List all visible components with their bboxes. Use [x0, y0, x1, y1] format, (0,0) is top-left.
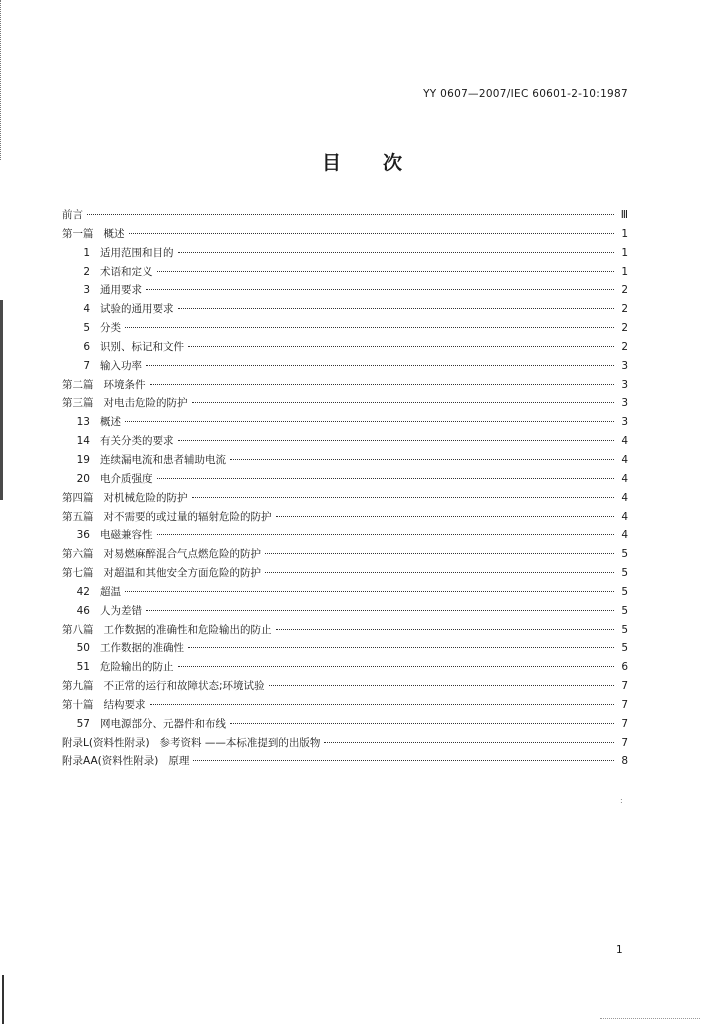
- toc-entry-number: 20: [76, 472, 90, 485]
- toc-entry[interactable]: [62, 734, 628, 753]
- dot-leader: [157, 271, 615, 272]
- toc-entry-label: 适用范围和目的: [100, 246, 174, 259]
- title-char: 次: [383, 152, 403, 174]
- toc-entry[interactable]: [62, 225, 628, 244]
- toc-entry[interactable]: [62, 752, 628, 771]
- toc-entry-page: 5: [621, 604, 628, 617]
- dot-leader: [276, 516, 615, 517]
- dot-leader: [178, 440, 615, 441]
- toc-entry-page: 6: [621, 661, 628, 674]
- toc-entry-label: 术语和定义: [100, 265, 153, 278]
- toc-entry-label: 连续漏电流和患者辅助电流: [100, 453, 226, 466]
- toc-entry[interactable]: [62, 658, 628, 677]
- scan-edge-mark: [0, 0, 5, 160]
- dot-leader: [265, 553, 614, 554]
- toc-entry-label: 识别、标记和文件: [100, 340, 184, 353]
- toc-entry[interactable]: [62, 677, 628, 696]
- dot-leader: [87, 214, 614, 215]
- toc-entry-page: 1: [621, 265, 628, 278]
- dot-leader: [188, 647, 614, 648]
- dot-leader: [157, 534, 615, 535]
- dot-leader: [157, 478, 615, 479]
- dot-leader: [192, 497, 615, 498]
- margin-mark: :: [620, 796, 623, 805]
- toc-entry-page: 3: [621, 416, 628, 429]
- toc-entry-label: 分类: [100, 322, 121, 335]
- toc-entry[interactable]: [62, 508, 628, 527]
- toc-entry-label: 工作数据的准确性和危险输出的防止: [103, 623, 272, 636]
- toc-entry-label: 参考资料 ——本标准提到的出版物: [159, 736, 321, 749]
- toc-entry-page: 7: [621, 736, 628, 749]
- toc-entry-page: 1: [621, 246, 628, 259]
- toc-entry-number: 13: [76, 416, 90, 429]
- toc-entry-part: 第九篇: [62, 680, 94, 693]
- dot-leader: [129, 233, 615, 234]
- toc-entry-number: 6: [83, 340, 90, 353]
- dot-leader: [269, 685, 614, 686]
- toc-entry[interactable]: [62, 526, 628, 545]
- toc-entry-label: 结构要求: [103, 698, 146, 711]
- toc-entry-number: 7: [83, 359, 90, 372]
- toc-entry-part: 第十篇: [62, 698, 94, 711]
- toc-entry-label: 电磁兼容性: [100, 529, 153, 542]
- toc-entry-page: 2: [621, 340, 628, 353]
- scan-edge-mark: [600, 1018, 700, 1021]
- dot-leader: [146, 610, 614, 611]
- dot-leader: [265, 572, 614, 573]
- toc-entry[interactable]: [62, 263, 628, 282]
- toc-entry-label: 工作数据的准确性: [100, 642, 184, 655]
- toc-entry[interactable]: [62, 413, 628, 432]
- toc-entry[interactable]: [62, 696, 628, 715]
- toc-entry-label: 原理: [168, 755, 190, 768]
- toc-entry-part: 第一篇: [62, 227, 94, 240]
- toc-entry-page: 2: [621, 303, 628, 316]
- toc-entry-page: 4: [621, 491, 628, 504]
- toc-entry-number: 57: [76, 717, 90, 730]
- toc-entry-page: 3: [621, 378, 628, 391]
- toc-entry-label: 通用要求: [100, 284, 142, 297]
- toc-entry-page: 7: [621, 680, 628, 693]
- title-char: 目: [321, 152, 341, 174]
- toc-entry[interactable]: [62, 583, 628, 602]
- toc-entry-part: 第三篇: [62, 397, 94, 410]
- toc-entry-label: 危险输出的防止: [100, 661, 174, 674]
- toc-entry-part: 第八篇: [62, 623, 94, 636]
- toc-entry-number: 3: [83, 284, 90, 297]
- toc-entry-page: 4: [621, 435, 628, 448]
- dot-leader: [178, 666, 615, 667]
- toc-entry[interactable]: [62, 394, 628, 413]
- toc-entry-page: 1: [621, 227, 628, 240]
- scan-edge-mark: [0, 300, 3, 500]
- dot-leader: [230, 459, 614, 460]
- toc-entry-part: 第五篇: [62, 510, 94, 523]
- dot-leader: [146, 365, 614, 366]
- toc-entry-label: 电介质强度: [100, 472, 153, 485]
- toc-entry-page: Ⅲ: [620, 209, 628, 221]
- toc-entry-page: 4: [621, 510, 628, 523]
- toc-entry-page: 4: [621, 529, 628, 542]
- toc-entry-label: 超温: [100, 585, 121, 598]
- toc-entry[interactable]: [62, 489, 628, 508]
- toc-entry-number: 1: [83, 246, 90, 259]
- toc-entry-label: 对易燃麻醉混合气点燃危险的防护: [103, 548, 261, 561]
- toc-entry-page: 5: [621, 585, 628, 598]
- toc-entry-part: 第七篇: [62, 567, 94, 580]
- toc-entry-part: 第六篇: [62, 548, 94, 561]
- toc-entry-page: 2: [621, 284, 628, 297]
- toc-entry-label: 输入功率: [100, 359, 142, 372]
- toc-entry[interactable]: [62, 621, 628, 640]
- toc-entry[interactable]: [62, 451, 628, 470]
- toc-entry[interactable]: [62, 639, 628, 658]
- toc-entry-page: 2: [621, 322, 628, 335]
- toc-entry-part: 第四篇: [62, 491, 94, 504]
- toc-entry-label: 对机械危险的防护: [103, 491, 188, 504]
- toc-entry-number: 14: [76, 435, 90, 448]
- toc-entry-number: 5: [83, 322, 90, 335]
- toc-entry-number: 42: [76, 585, 90, 598]
- dot-leader: [146, 289, 614, 290]
- toc-entry-page: 4: [621, 472, 628, 485]
- toc-entry-number: 4: [83, 303, 90, 316]
- toc-entry-label: 前言: [62, 209, 83, 221]
- dot-leader: [230, 723, 614, 724]
- toc-entry[interactable]: [62, 206, 628, 225]
- dot-leader: [192, 402, 615, 403]
- toc-entry-number: 2: [83, 265, 90, 278]
- standard-code: YY 0607—2007/IEC 60601-2-10:1987: [423, 88, 628, 100]
- toc-entry-label: 对超温和其他安全方面危险的防护: [103, 567, 261, 580]
- dot-leader: [178, 308, 615, 309]
- toc-entry[interactable]: [62, 545, 628, 564]
- toc-entry-label: 人为差错: [100, 604, 142, 617]
- toc-entry-number: 19: [76, 453, 90, 466]
- toc-entry[interactable]: [62, 432, 628, 451]
- toc-entry-page: 3: [621, 397, 628, 410]
- toc-entry[interactable]: [62, 338, 628, 357]
- toc-entry[interactable]: [62, 357, 628, 376]
- toc-entry-label: 有关分类的要求: [100, 435, 174, 448]
- dot-leader: [276, 629, 615, 630]
- toc-entry[interactable]: [62, 319, 628, 338]
- toc-entry[interactable]: [62, 715, 628, 734]
- dot-leader: [125, 421, 614, 422]
- dot-leader: [125, 327, 614, 328]
- toc-entry-label: 试验的通用要求: [100, 303, 174, 316]
- toc-entry[interactable]: [62, 244, 628, 263]
- toc-entry[interactable]: [62, 564, 628, 583]
- toc-entry-label: 不正常的运行和故障状态;环境试验: [103, 680, 265, 693]
- toc-entry-page: 7: [621, 698, 628, 711]
- toc-entry-part: 第二篇: [62, 378, 94, 391]
- toc-entry-page: 5: [621, 642, 628, 655]
- toc-entry-label: 概述: [103, 227, 125, 240]
- toc-entry-part: 附录AA(资料性附录): [62, 755, 159, 768]
- toc-entry-number: 46: [76, 604, 90, 617]
- toc-entry-label: 环境条件: [103, 378, 146, 391]
- page-number: 1: [616, 944, 623, 956]
- dot-leader: [193, 760, 614, 761]
- toc-entry-page: 4: [621, 453, 628, 466]
- dot-leader: [150, 384, 615, 385]
- toc-entry-number: 50: [76, 642, 90, 655]
- toc-entry-page: 7: [621, 717, 628, 730]
- dot-leader: [150, 704, 615, 705]
- toc-entry-label: 对电击危险的防护: [103, 397, 188, 410]
- scan-edge-mark: [2, 975, 4, 1024]
- toc-entry-page: 5: [621, 623, 628, 636]
- dot-leader: [125, 591, 614, 592]
- toc-entry-part: 附录L(资料性附录): [62, 736, 150, 749]
- toc-entry-page: 5: [621, 567, 628, 580]
- page-title: [0, 148, 724, 175]
- toc-entry-page: 5: [621, 548, 628, 561]
- toc-entry[interactable]: [62, 376, 628, 395]
- toc-entry-label: 网电源部分、元器件和布线: [100, 717, 226, 730]
- table-of-contents: [62, 206, 628, 771]
- toc-entry[interactable]: [62, 470, 628, 489]
- toc-entry[interactable]: [62, 281, 628, 300]
- toc-entry-number: 51: [76, 661, 90, 674]
- dot-leader: [324, 742, 614, 743]
- toc-entry-number: 36: [76, 529, 90, 542]
- dot-leader: [178, 252, 615, 253]
- dot-leader: [188, 346, 614, 347]
- toc-entry-label: 对不需要的或过量的辐射危险的防护: [103, 510, 272, 523]
- toc-entry-label: 概述: [100, 416, 121, 429]
- toc-entry[interactable]: [62, 602, 628, 621]
- toc-entry-page: 3: [621, 359, 628, 372]
- toc-entry[interactable]: [62, 300, 628, 319]
- toc-entry-page: 8: [621, 755, 628, 768]
